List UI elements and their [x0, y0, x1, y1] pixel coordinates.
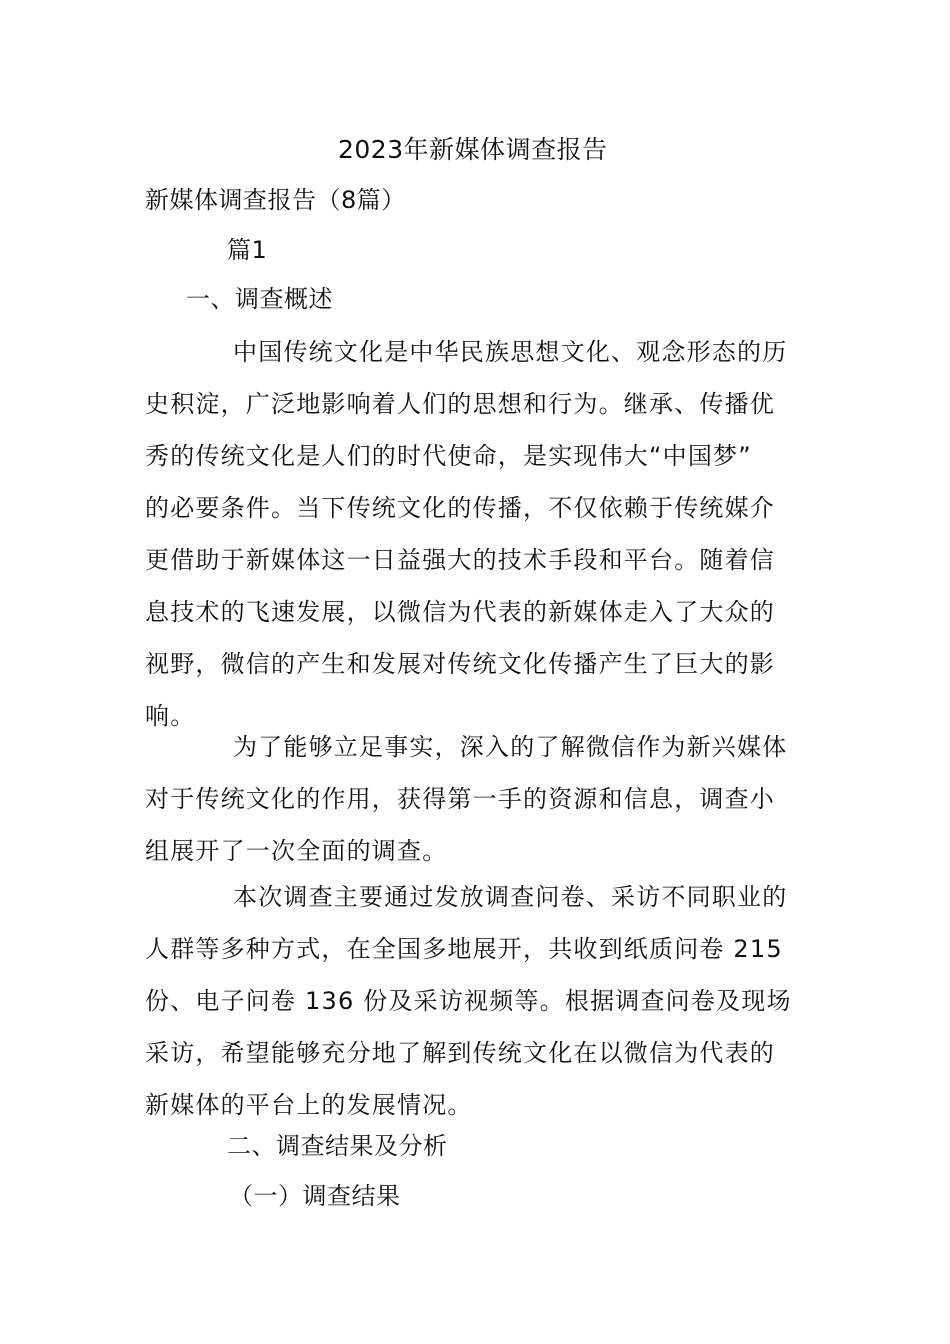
- subsection-heading-results: （一）调查结果: [229, 1182, 401, 1210]
- paragraph-line: 份、电子问卷 136 份及采访视频等。根据调查问卷及现场: [145, 987, 792, 1015]
- paragraph-line: 组展开了一次全面的调查。: [145, 837, 448, 865]
- document-subtitle: 新媒体调查报告（8篇）: [145, 186, 406, 214]
- paragraph-line: 新媒体的平台上的发展情况。: [145, 1091, 473, 1119]
- paragraph-line: 视野，微信的产生和发展对传统文化传播产生了巨大的影: [145, 650, 775, 678]
- paragraph-line: 人群等多种方式，在全国多地展开，共收到纸质问卷 215: [145, 935, 783, 963]
- paragraph-2: [145, 721, 825, 877]
- paragraph-1: [145, 326, 825, 742]
- section-heading-results: 二、调查结果及分析: [227, 1132, 448, 1160]
- paragraph-line: 息技术的飞速发展，以微信为代表的新媒体走入了大众的: [145, 598, 775, 626]
- paragraph-line: 史积淀，广泛地影响着人们的思想和行为。继承、传播优: [145, 390, 775, 418]
- paragraph-3: [145, 871, 825, 1131]
- paragraph-line: 中国传统文化是中华民族思想文化、观念形态的历: [233, 338, 788, 366]
- paragraph-line: 秀的传统文化是人们的时代使命，是实现伟大“中国梦”: [145, 442, 752, 470]
- paragraph-line: 本次调查主要通过发放调查问卷、采访不同职业的: [233, 883, 788, 911]
- paragraph-line: 的必要条件。当下传统文化的传播，不仅依赖于传统媒介: [145, 494, 775, 522]
- paragraph-line: 更借助于新媒体这一日益强大的技术手段和平台。随着信: [145, 546, 775, 574]
- section-heading-overview: 一、调查概述: [186, 285, 333, 313]
- paragraph-line: 对于传统文化的作用，获得第一手的资源和信息，调查小: [145, 785, 775, 813]
- paragraph-line: 为了能够立足事实，深入的了解微信作为新兴媒体: [233, 733, 788, 761]
- chapter-label: 篇1: [227, 236, 268, 264]
- paragraph-line: 采访，希望能够充分地了解到传统文化在以微信为代表的: [145, 1039, 775, 1067]
- document-title: 2023年新媒体调查报告: [338, 135, 608, 164]
- paragraph-line: 响。: [145, 702, 196, 730]
